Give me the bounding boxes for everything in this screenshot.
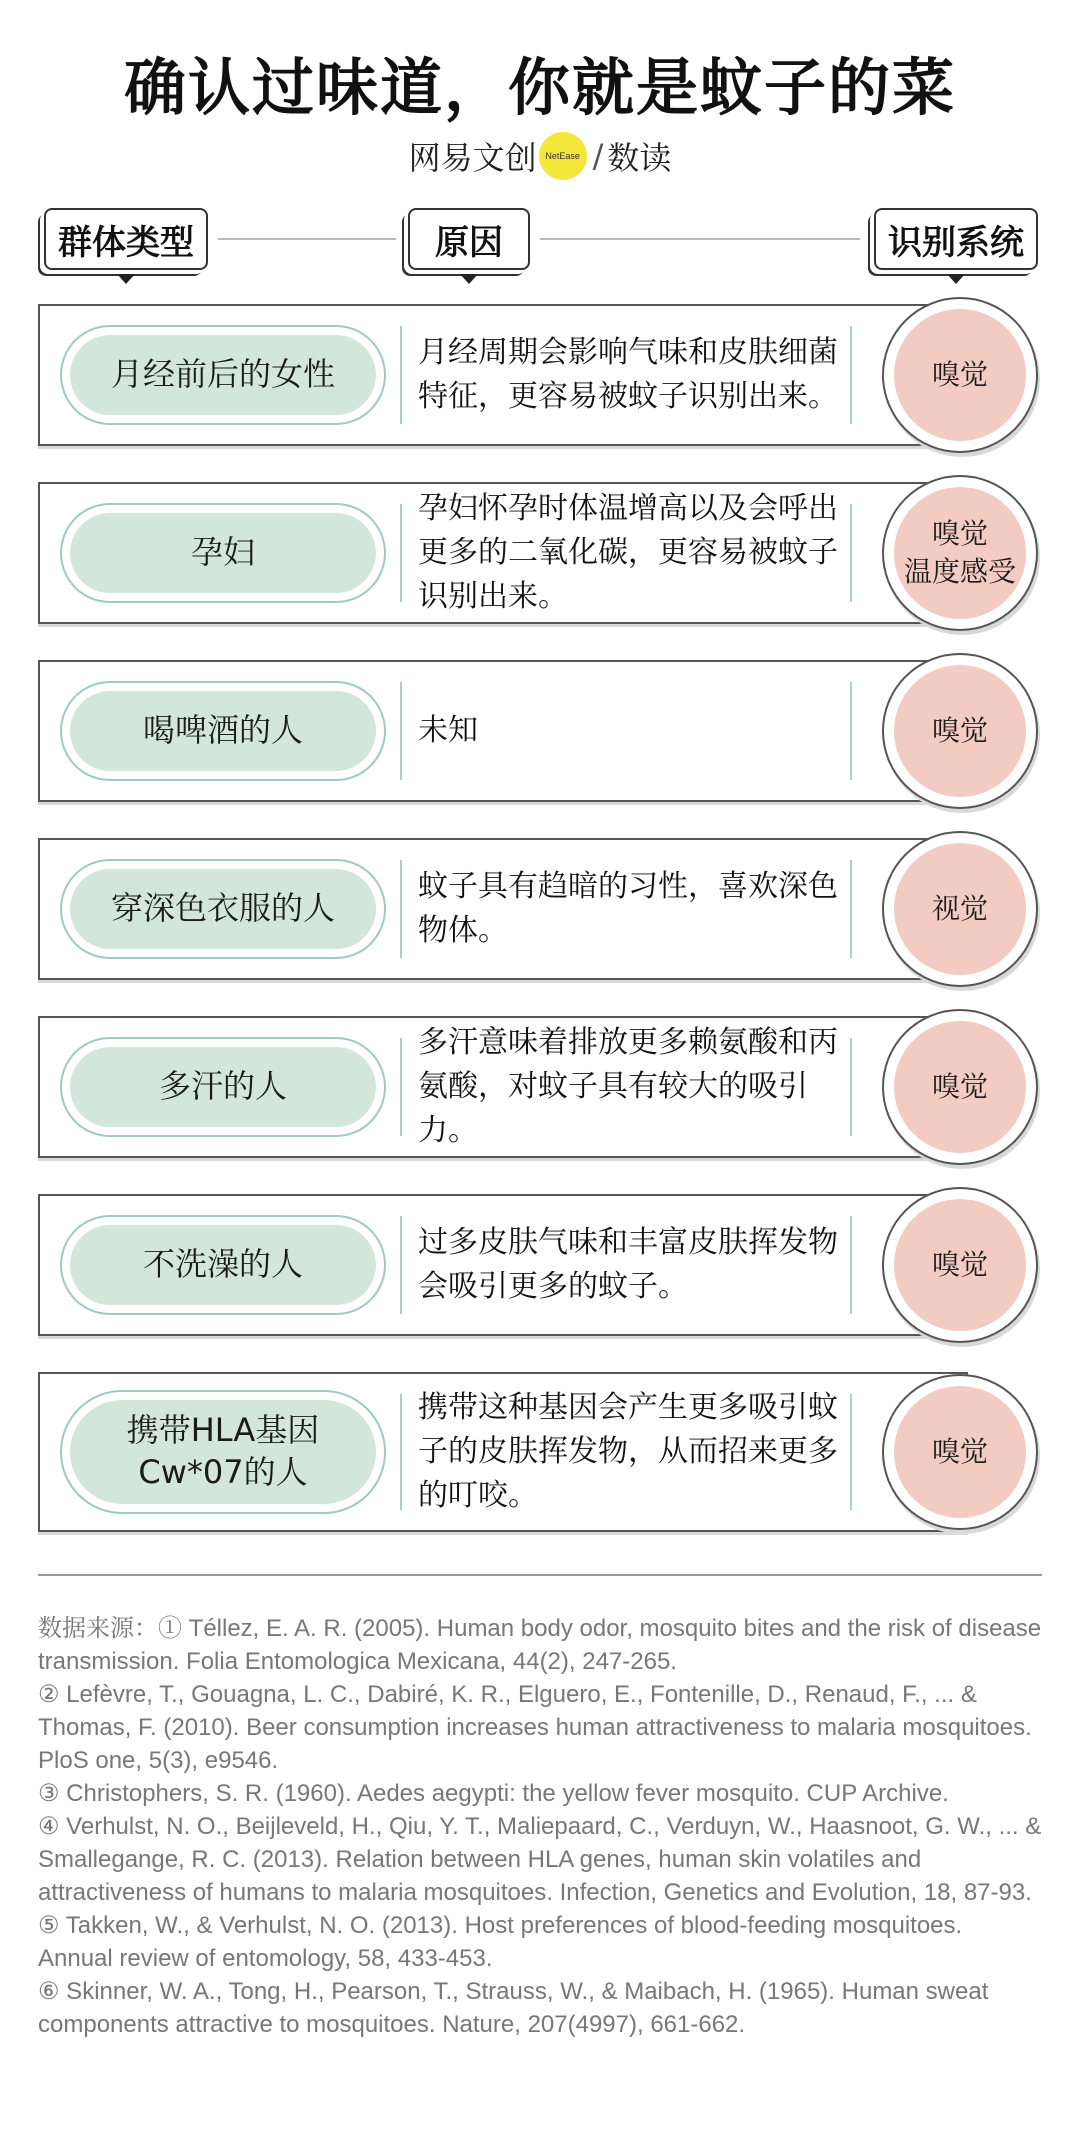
data-sources bbox=[38, 1612, 1042, 2041]
footer-divider bbox=[38, 1574, 1042, 1576]
divider bbox=[850, 1394, 852, 1510]
header-connector bbox=[218, 238, 396, 240]
brand-left: 网易文创 bbox=[408, 139, 537, 177]
divider bbox=[400, 504, 402, 602]
list-item bbox=[38, 1372, 1038, 1532]
group-pill bbox=[60, 1215, 386, 1315]
source-item: ⑤ Takken, W., & Verhulst, N. O. (2013). Host preferences of blood-feeding mosquitoes. Annual review of entomology, 58, 433-453. bbox=[38, 1912, 963, 1972]
group-label: 喝啤酒的人 bbox=[70, 691, 376, 771]
system-label: 嗅觉 bbox=[894, 1199, 1026, 1331]
system-label: 嗅觉 bbox=[894, 309, 1026, 441]
system-label: 嗅觉 bbox=[894, 665, 1026, 797]
page-title: 确认过味道，你就是蚊子的菜 bbox=[123, 51, 956, 124]
divider bbox=[850, 326, 852, 424]
source-item: 数据来源：① Téllez, E. A. R. (2005). Human body odor, mosquito bites and the risk of disease transmission. Folia Entomologica Mexicana, 44(2), 247-265. bbox=[38, 1615, 1042, 1675]
system-badge bbox=[882, 297, 1038, 453]
divider bbox=[400, 1038, 402, 1136]
divider bbox=[400, 682, 402, 780]
divider bbox=[400, 326, 402, 424]
group-label: 携带HLA基因 Cw*07的人 bbox=[70, 1400, 376, 1504]
divider bbox=[400, 1216, 402, 1314]
header-system-label: 识别系统 bbox=[888, 222, 1024, 263]
system-badge bbox=[882, 475, 1038, 631]
group-pill bbox=[60, 1390, 386, 1514]
list-item bbox=[38, 1194, 1038, 1336]
reason-text: 携带这种基因会产生更多吸引蚊子的皮肤挥发物，从而招来更多的叮咬。 bbox=[418, 1390, 838, 1513]
source-item: ⑥ Skinner, W. A., Tong, H., Pearson, T., Strauss, W., & Maibach, H. (1965). Human sweat components attractive to mosquitoes. Nature, 207(4997), 661-662. bbox=[38, 1978, 989, 2038]
system-badge bbox=[882, 1374, 1038, 1530]
reason-text: 过多皮肤气味和丰富皮肤挥发物会吸引更多的蚊子。 bbox=[418, 1225, 838, 1304]
divider bbox=[850, 504, 852, 602]
system-label: 嗅觉 温度感受 bbox=[894, 487, 1026, 619]
divider bbox=[400, 1394, 402, 1510]
brand-logo bbox=[0, 128, 1080, 184]
reason-text: 孕妇怀孕时体温增高以及会呼出更多的二氧化碳，更容易被蚊子识别出来。 bbox=[418, 491, 838, 614]
brand-right: 数读 bbox=[607, 139, 672, 177]
down-arrow-icon bbox=[460, 274, 478, 284]
source-item: ③ Christophers, S. R. (1960). Aedes aegypti: the yellow fever mosquito. CUP Archive. bbox=[38, 1780, 949, 1807]
system-label: 嗅觉 bbox=[894, 1386, 1026, 1518]
group-pill bbox=[60, 1037, 386, 1137]
group-label: 多汗的人 bbox=[70, 1047, 376, 1127]
list-item bbox=[38, 1016, 1038, 1158]
reason-text: 月经周期会影响气味和皮肤细菌特征，更容易被蚊子识别出来。 bbox=[418, 335, 838, 414]
divider bbox=[400, 860, 402, 958]
header-reason-label: 原因 bbox=[435, 222, 503, 263]
reason-text: 未知 bbox=[418, 713, 478, 748]
down-arrow-icon bbox=[947, 274, 965, 284]
divider bbox=[850, 682, 852, 780]
divider bbox=[850, 1216, 852, 1314]
group-label: 孕妇 bbox=[70, 513, 376, 593]
list-item bbox=[38, 838, 1038, 980]
divider bbox=[850, 1038, 852, 1136]
system-badge bbox=[882, 1187, 1038, 1343]
reason-text: 多汗意味着排放更多赖氨酸和丙氨酸，对蚊子具有较大的吸引力。 bbox=[418, 1025, 838, 1148]
header-group-label: 群体类型 bbox=[58, 222, 194, 263]
divider bbox=[850, 860, 852, 958]
header-recognition-system bbox=[874, 208, 1038, 270]
group-pill bbox=[60, 325, 386, 425]
system-badge bbox=[882, 1009, 1038, 1165]
group-pill bbox=[60, 681, 386, 781]
list-item bbox=[38, 304, 1038, 446]
source-item: ④ Verhulst, N. O., Beijleveld, H., Qiu, Y. T., Maliepaard, C., Verduyn, W., Haasnoot, G. W., ... & Smallegange, R. C. (2013). Relation between HLA genes, human skin volatiles and attractiveness of humans to malaria mosquitoes. Infection, Genetics and Evolution, 18, 87-93. bbox=[38, 1813, 1042, 1906]
group-label: 月经前后的女性 bbox=[70, 335, 376, 415]
group-label: 穿深色衣服的人 bbox=[70, 869, 376, 949]
reason-text: 蚊子具有趋暗的习性，喜欢深色物体。 bbox=[418, 869, 838, 948]
system-badge bbox=[882, 653, 1038, 809]
system-badge bbox=[882, 831, 1038, 987]
group-pill bbox=[60, 859, 386, 959]
system-label: 视觉 bbox=[894, 843, 1026, 975]
group-label: 不洗澡的人 bbox=[70, 1225, 376, 1305]
netease-badge: NetEase bbox=[539, 132, 587, 180]
list-item bbox=[38, 660, 1038, 802]
group-pill bbox=[60, 503, 386, 603]
header-reason bbox=[408, 208, 530, 270]
down-arrow-icon bbox=[117, 274, 135, 284]
list-item bbox=[38, 482, 1038, 624]
header-connector bbox=[540, 238, 860, 240]
brand-separator: / bbox=[592, 137, 604, 175]
source-item: ② Lefèvre, T., Gouagna, L. C., Dabiré, K. R., Elguero, E., Fontenille, D., Renaud, F., ... & Thomas, F. (2010). Beer consumption increases human attractiveness to malaria mosquitoes. PloS one, 5(3), e9546. bbox=[38, 1681, 1032, 1774]
system-label: 嗅觉 bbox=[894, 1021, 1026, 1153]
header-group-type bbox=[44, 208, 208, 270]
